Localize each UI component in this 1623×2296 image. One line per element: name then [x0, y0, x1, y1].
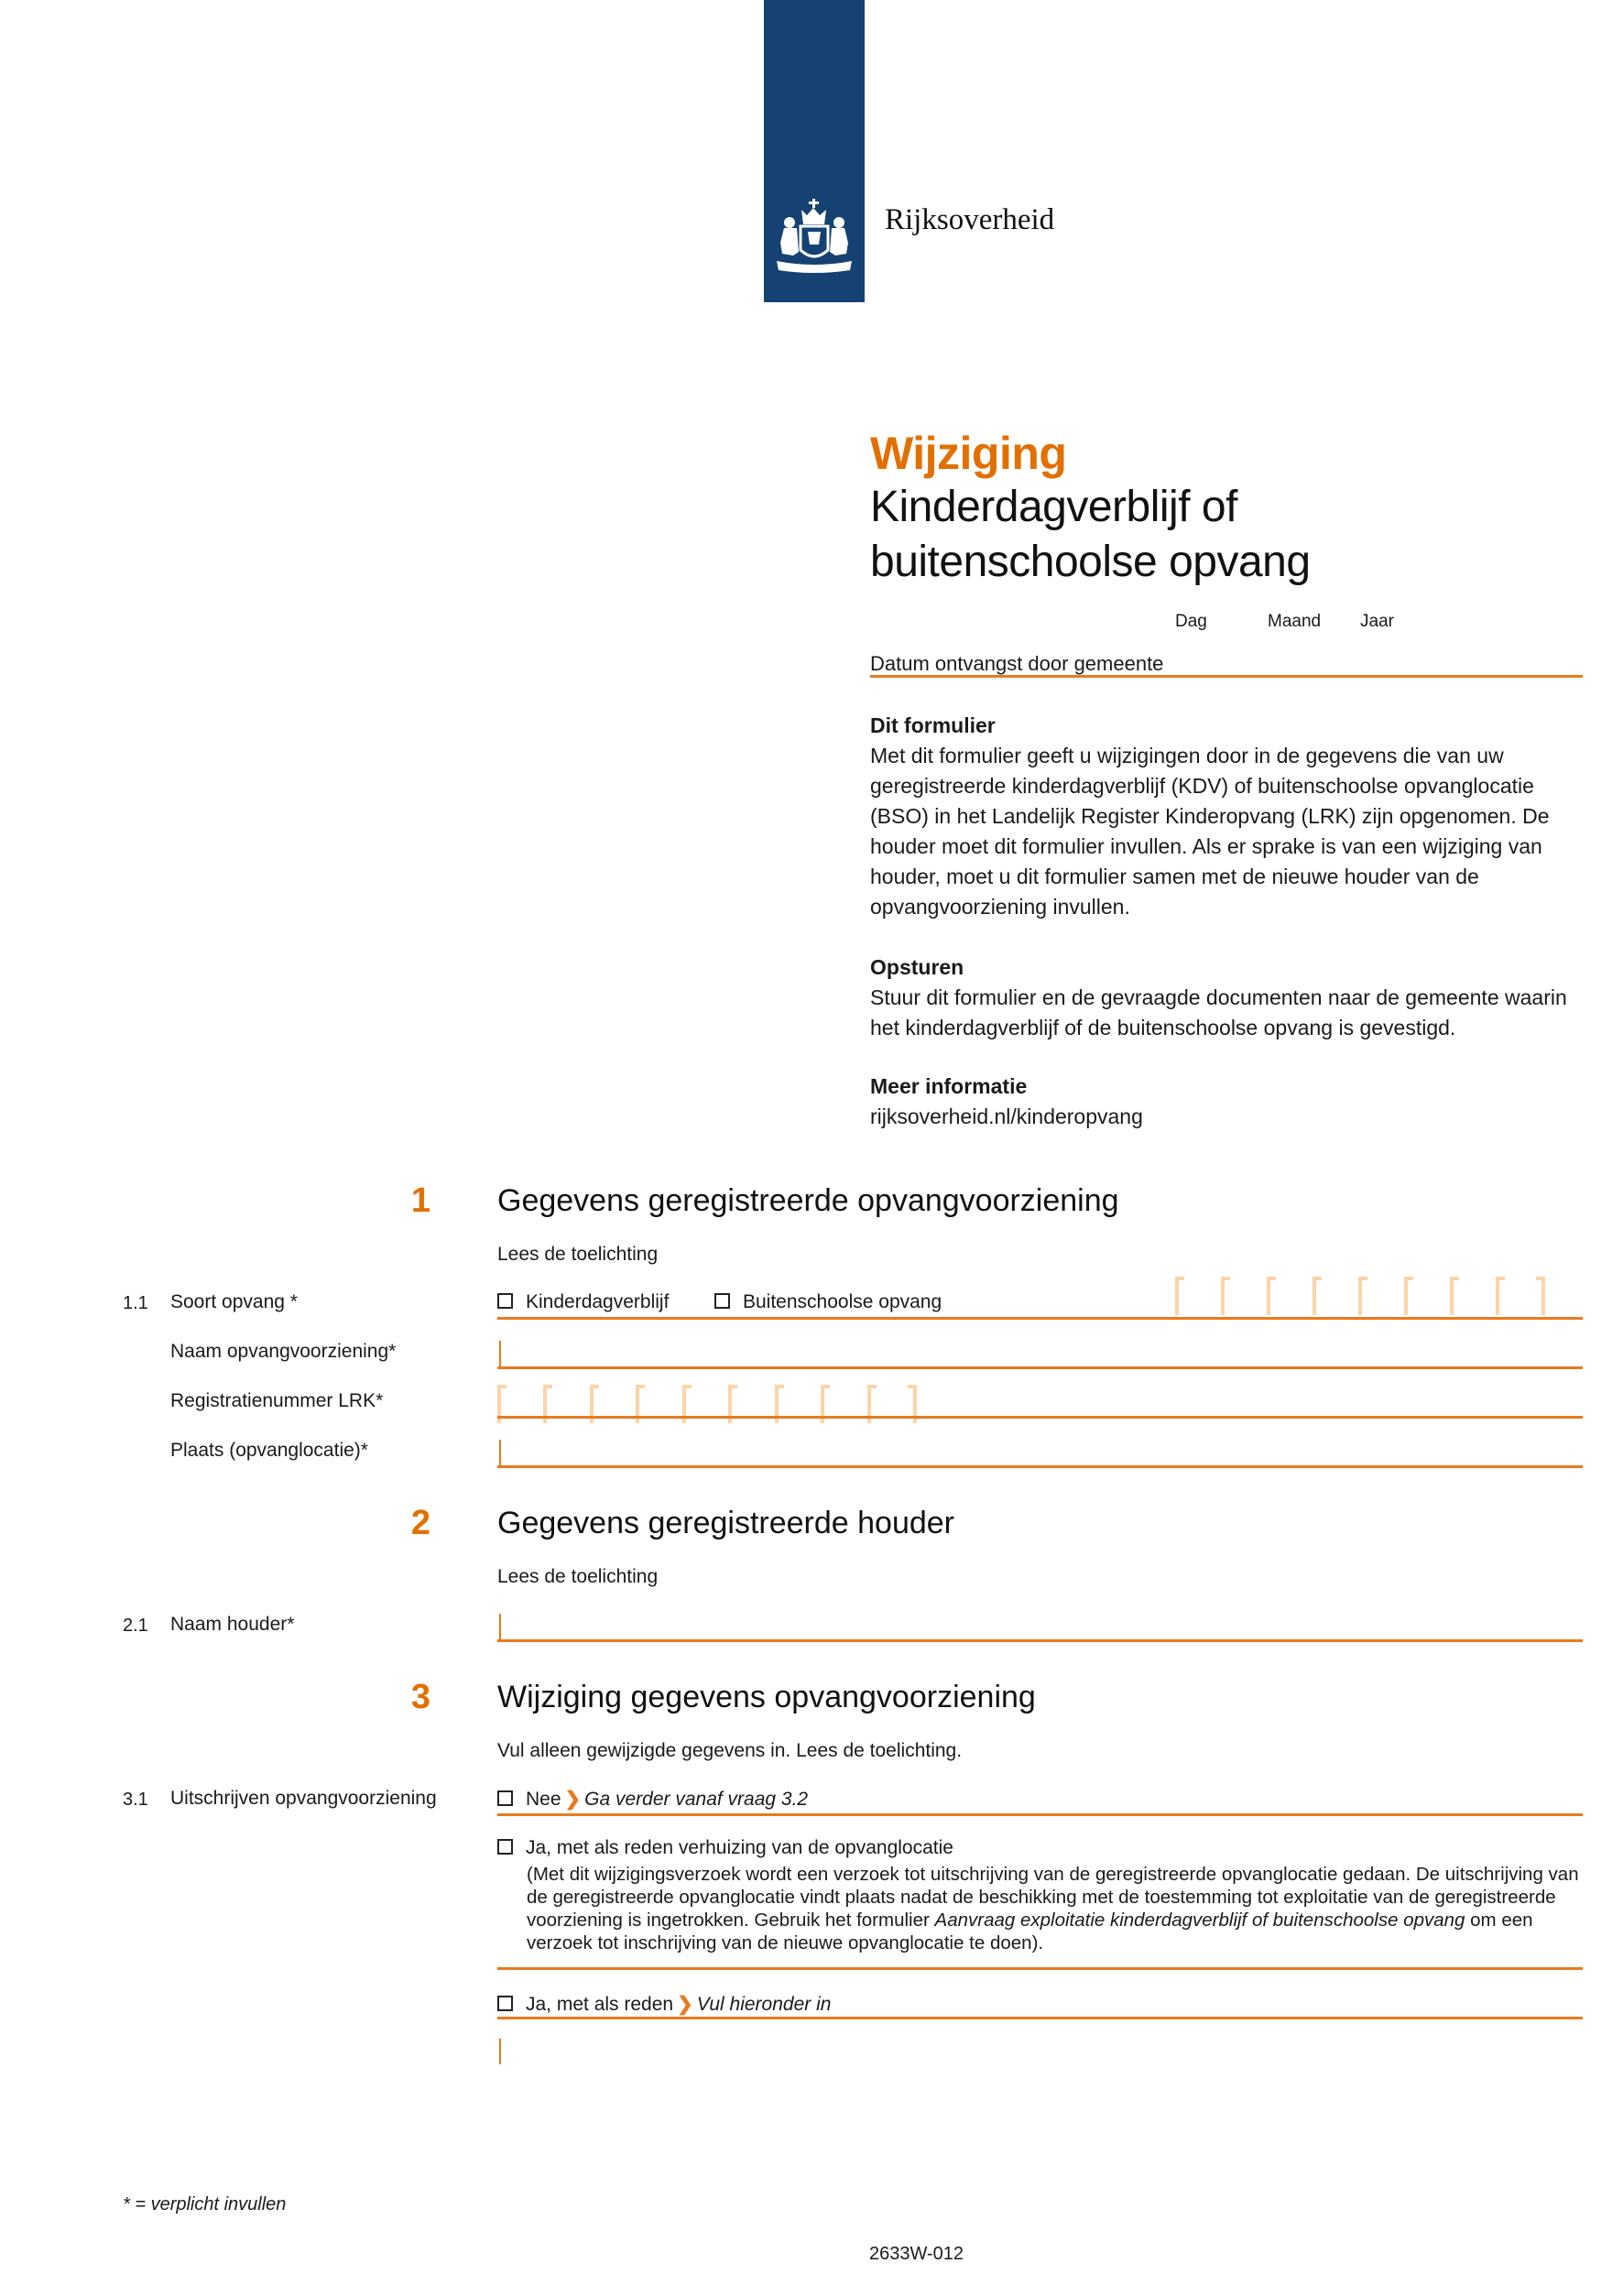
option-kinderdagverblijf[interactable]: Kinderdagverblijf	[497, 1291, 669, 1313]
date-month-label: Maand	[1268, 612, 1322, 631]
question-3-1-number: 3.1	[123, 1790, 148, 1810]
date-day-label: Dag	[1175, 612, 1207, 631]
info-more	[870, 1072, 1594, 1132]
option-ja-verhuizing-note: (Met dit wijzigingsverzoek wordt een verzoek tot uitschrijving van de geregistreerde opvanglocatie gedaan. De uitschrijving van de geregistreerde opvanglocatie vindt plaats nadat de beschikking met de toestemming tot exploitatie van de geregistreerde voorziening is ingetrokken. Gebruik het formulier Aanvraag exploitatie kinderdagverblijf of buitenschoolse opvang om een verzoek tot inschrijving van de nieuwe opvanglocatie te doen).	[527, 1864, 1579, 1953]
form-reference: Aanvraag exploitatie kinderdagverblijf of buitenschoolse opvang	[934, 1910, 1465, 1931]
option-other-hint: Vul hieronder in	[696, 1994, 832, 2015]
lrk-number-label: Registratienummer LRK*	[170, 1390, 384, 1411]
text-cursor	[499, 1440, 501, 1465]
question-2-1-number: 2.1	[123, 1616, 148, 1636]
text-cursor	[499, 1614, 501, 1639]
date-received-input[interactable]	[1175, 638, 1560, 677]
question-3-1-label: Uitschrijven opvangvoorziening	[170, 1788, 437, 1809]
divider	[497, 1317, 1583, 1320]
divider	[497, 2017, 1583, 2019]
holder-name-label: Naam houder*	[170, 1614, 295, 1635]
option-ja-other-reason[interactable]: Ja, met als reden ❯ Vul hieronder in	[497, 1993, 831, 2016]
text-cursor	[499, 1341, 501, 1366]
option-ja-verhuizing[interactable]: Ja, met als reden verhuizing van de opvanglocatie	[497, 1837, 953, 1859]
reason-input[interactable]	[497, 2039, 1583, 2066]
option-buitenschoolse-opvang[interactable]: Buitenschoolse opvang	[714, 1291, 942, 1313]
form-kind: Wijziging	[870, 428, 1067, 479]
info-send-text: Stuur dit formulier en de gevraagde documenten naar de gemeente waarin het kinderdagverblijf of de buitenschoolse opvang is gevestigd.	[870, 985, 1567, 1039]
checkbox[interactable]	[497, 1996, 513, 2011]
divider	[497, 1967, 1583, 1970]
section-1-title: Gegevens geregistreerde opvangvoorziening	[497, 1183, 1119, 1218]
date-received-label: Datum ontvangst door gemeente	[870, 652, 1164, 675]
logo-banner	[764, 0, 865, 302]
checkbox[interactable]	[497, 1790, 513, 1806]
required-note: * = verplicht invullen	[123, 2194, 287, 2214]
section-1-subtitle: Lees de toelichting	[497, 1244, 659, 1265]
place-label: Plaats (opvanglocatie)*	[170, 1440, 368, 1461]
divider	[497, 1416, 1583, 1419]
info-form-heading: Dit formulier	[870, 713, 996, 737]
form-title-line-1: Kinderdagverblijf of	[870, 483, 1237, 531]
divider	[497, 1813, 1583, 1816]
form-title-line-2: buitenschoolse opvang	[870, 538, 1311, 586]
section-2-subtitle: Lees de toelichting	[497, 1566, 659, 1587]
info-form	[870, 711, 1594, 922]
divider	[497, 1639, 1583, 1642]
coat-of-arms-icon	[771, 197, 857, 279]
option-nee-hint: Ga verder vanaf vraag 3.2	[584, 1789, 809, 1810]
section-2-number: 2	[410, 1504, 430, 1542]
chevron-right-icon: ❯	[564, 1789, 582, 1810]
checkbox[interactable]	[497, 1293, 513, 1309]
divider	[497, 1465, 1583, 1468]
option-nee[interactable]: Nee ❯ Ga verder vanaf vraag 3.2	[497, 1788, 808, 1811]
place-input[interactable]	[497, 1440, 1583, 1467]
section-3-number: 3	[410, 1678, 430, 1716]
section-1-number: 1	[410, 1181, 430, 1220]
text-cursor	[499, 2039, 501, 2064]
date-underline	[870, 675, 1583, 678]
question-1-1-number: 1.1	[123, 1293, 148, 1313]
date-year-label: Jaar	[1360, 612, 1394, 631]
logo-wordmark: Rijksoverheid	[885, 203, 1055, 236]
holder-name-input[interactable]	[497, 1614, 1583, 1641]
name-facility-input[interactable]	[497, 1341, 1583, 1368]
chevron-right-icon: ❯	[677, 1994, 693, 2015]
divider	[497, 1366, 1583, 1369]
section-2-title: Gegevens geregistreerde houder	[497, 1506, 954, 1540]
name-facility-label: Naam opvangvoorziening*	[170, 1341, 397, 1362]
checkbox[interactable]	[714, 1293, 730, 1309]
info-more-link[interactable]: rijksoverheid.nl/kinderopvang	[870, 1104, 1143, 1128]
section-3-title: Wijziging gegevens opvangvoorziening	[497, 1680, 1036, 1714]
question-1-1-label: Soort opvang *	[170, 1291, 298, 1312]
info-more-heading: Meer informatie	[870, 1074, 1028, 1098]
info-send-heading: Opsturen	[870, 955, 964, 979]
info-form-text: Met dit formulier geeft u wijzigingen door in de gegevens die van uw geregistreerde kinderdagverblijf (KDV) of buitenschoolse opvanglocatie (BSO) in het Landelijk Register Kinderopvang (LRK) zijn opgenomen. De houder moet dit formulier invullen. Als er sprake is van een wijziging van houder, moet u dit formulier samen met de nieuwe houder van de opvangvoorziening invullen.	[870, 744, 1550, 919]
form-code: 2633W-012	[869, 2244, 964, 2264]
info-send	[870, 952, 1594, 1043]
checkbox[interactable]	[497, 1839, 513, 1855]
section-3-subtitle: Vul alleen gewijzigde gegevens in. Lees de toelichting.	[497, 1740, 963, 1761]
